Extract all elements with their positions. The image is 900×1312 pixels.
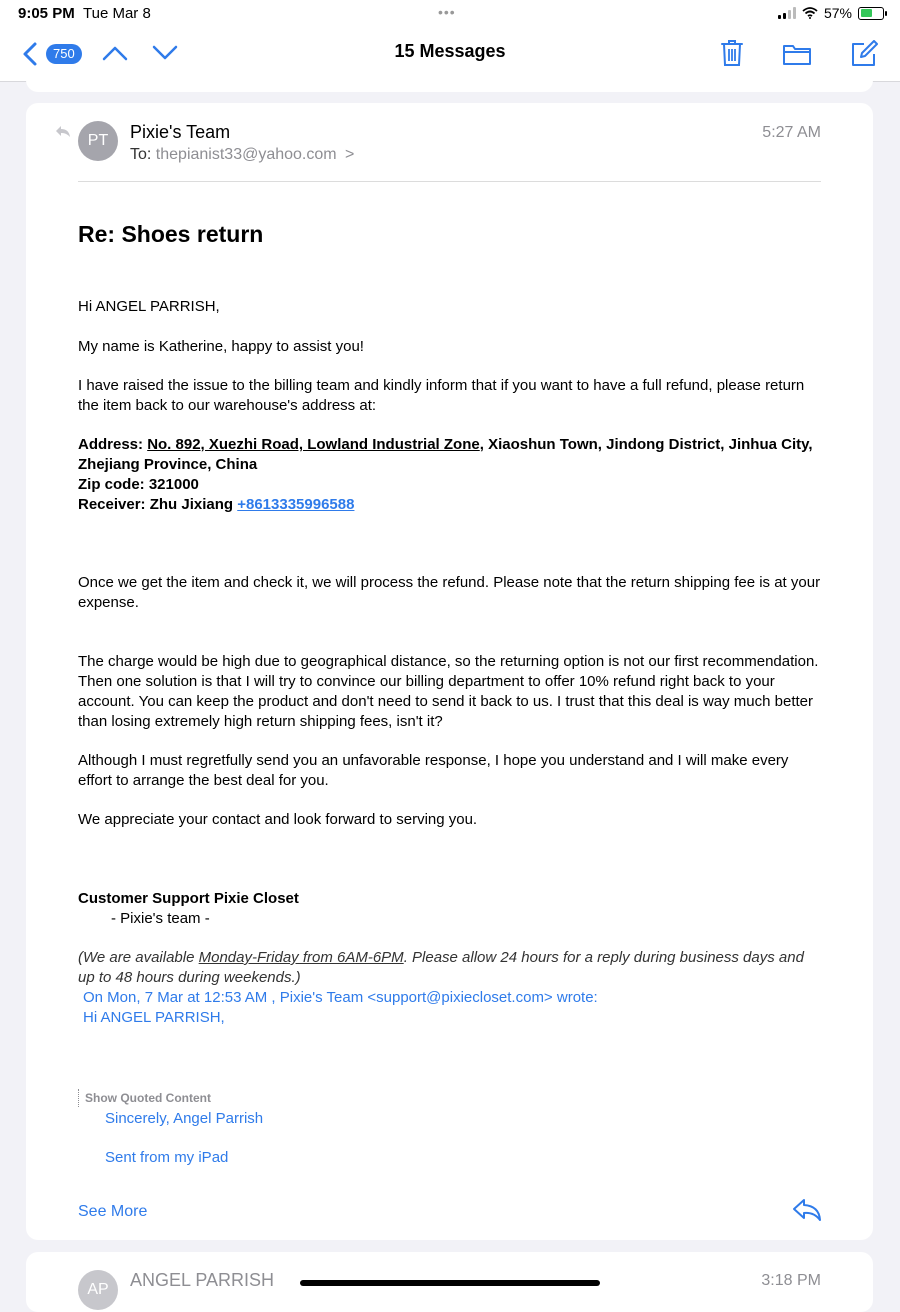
paragraph-regret: Although I must regretfully send you an unfavorable response, I hope you understand and I will make every effort to arrange the best deal for you. — [78, 752, 789, 789]
multitask-dots-icon[interactable]: ••• — [438, 4, 456, 20]
quote-greeting: Hi ANGEL PARRISH, — [83, 1009, 225, 1026]
availability-days[interactable]: Monday-Friday from 6AM-6PM — [198, 949, 404, 966]
address-block — [78, 435, 823, 515]
recipient-address[interactable]: thepianist33@yahoo.com — [155, 146, 337, 163]
greeting: Hi ANGEL PARRISH, — [78, 298, 220, 315]
paragraph-refund-process: Once we get the item and check it, we will process the refund. Please note that the return shipping fee is at your expense. — [78, 574, 821, 611]
battery-percent: 57% — [823, 5, 852, 21]
folder-icon[interactable] — [782, 42, 812, 66]
zip-code: Zip code: 321000 — [78, 476, 199, 493]
availability-close: . Please allow 24 hours for a reply during business days and up to 48 hours during weekends.) — [78, 949, 804, 986]
status-time: 9:05 PM — [18, 5, 75, 22]
header-divider — [78, 181, 821, 182]
avatar[interactable]: PT — [78, 121, 118, 161]
reply-icon[interactable] — [792, 1197, 822, 1223]
quote-header: On Mon, 7 Mar at 12:53 AM , Pixie's Team <support@pixiecloset.com> wrote: — [83, 989, 598, 1006]
sender-name[interactable]: Pixie's Team — [130, 122, 231, 142]
paragraph-refund-request: I have raised the issue to the billing team and kindly inform that if you want to have a full refund, please return the item back to our warehouse's address at: — [78, 377, 805, 414]
receiver-phone-link[interactable]: +8613335996588 — [237, 496, 355, 513]
replied-indicator-icon — [55, 123, 71, 139]
signal-icon — [778, 7, 796, 19]
quoted-sincerely: Sincerely, Angel Parrish — [105, 1110, 264, 1127]
previous-message-card[interactable] — [26, 78, 873, 92]
status-indicators — [778, 5, 884, 21]
home-indicator[interactable] — [300, 1280, 600, 1286]
unread-count-badge[interactable]: 750 — [46, 44, 82, 64]
avatar[interactable]: AP — [78, 1270, 118, 1310]
compose-icon[interactable] — [850, 40, 878, 68]
see-more-link[interactable]: See More — [78, 1203, 148, 1220]
address-label: Address: — [78, 436, 148, 453]
trash-icon[interactable] — [720, 38, 744, 68]
paragraph-partial-refund: The charge would be high due to geographical distance, so the returning option is not our first recommendation. Then one solution is that I will try to convince our billing department to offer 10% refund right back to your account. You can keep the product and don't need to send it back to us. I trust that this deal is way much better than losing extremely high return shipping fees, isn't it? — [78, 653, 819, 730]
paragraph-thanks: We appreciate your contact and look forward to serving you. — [78, 811, 478, 828]
receiver-label: Receiver: Zhu Jixiang — [78, 496, 238, 513]
battery-icon — [858, 7, 884, 20]
status-date: Tue Mar 8 — [83, 5, 151, 22]
signature-title: Customer Support Pixie Closet — [78, 890, 299, 907]
quoted-sent-from: Sent from my iPad — [105, 1149, 229, 1166]
page-title: 15 Messages — [394, 41, 506, 61]
message-time: 5:27 AM — [762, 124, 821, 141]
signature-team: - Pixie's team - — [111, 910, 210, 927]
message-subject: Re: Shoes return — [78, 221, 264, 247]
next-message-time: 3:18 PM — [761, 1272, 821, 1289]
show-quoted-content-button[interactable]: Show Quoted Content — [78, 1089, 211, 1107]
wifi-icon — [802, 7, 818, 19]
to-label: To: — [130, 146, 152, 163]
availability-open: (We are available — [78, 949, 199, 966]
next-sender-name[interactable]: ANGEL PARRISH — [130, 1270, 275, 1290]
recipient-line[interactable] — [130, 146, 354, 164]
status-bar — [0, 0, 900, 28]
chevron-right-icon[interactable]: > — [345, 146, 355, 163]
address-street[interactable]: No. 892, Xuezhi Road, Lowland Industrial Zone — [147, 436, 480, 453]
intro: My name is Katherine, happy to assist you! — [78, 338, 364, 355]
message-card — [26, 103, 873, 1240]
availability-note — [78, 948, 823, 988]
message-nav-bar — [0, 28, 900, 82]
address-rest: , Xiaoshun Town, Jindong District, Jinhua City, Zhejiang Province, China — [78, 436, 813, 473]
